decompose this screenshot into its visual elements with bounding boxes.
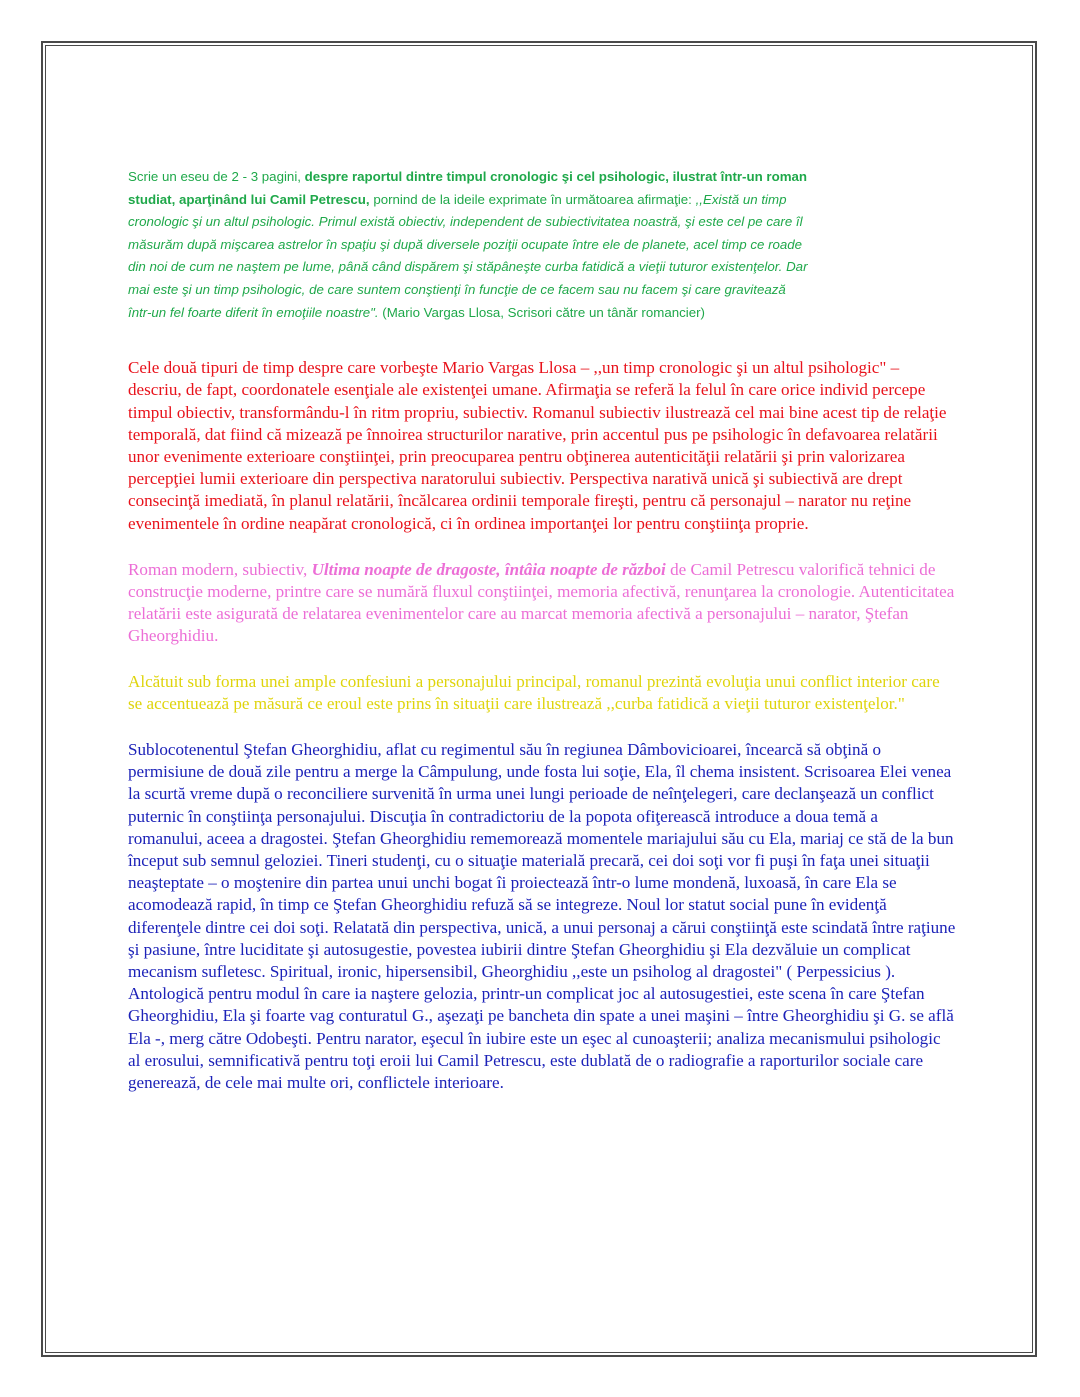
essay-prompt <box>128 166 808 324</box>
prompt-topic: despre raportul dintre timpul cronologic şi cel psihologic, ilustrat într-un roman studiat, aparţinând lui Camil Petrescu, <box>128 169 808 207</box>
prompt-lead: Scrie un eseu de 2 - 3 pagini, <box>128 169 305 184</box>
novel-rest: de Camil Petrescu valorifică tehnici de construcţie moderne, printre care se numără fluxul conştiinţei, memoria afectivă, renunţarea la cronologie. Autenticitatea relatării este asigurată de relatarea evenimentelor care au marcat memoria afectivă a personajului – narator, Ştefan Gheorghidiu. <box>128 559 955 646</box>
paragraph-intro: Cele două tipuri de timp despre care vorbeşte Mario Vargas Llosa – ,,un timp cronologic şi un altul psihologic" – descriu, de fapt, coordonatele esenţiale ale existenţei umane. Afirmaţia se referă la felul în care orice individ percepe timpul obiectiv, transformându-l în ritm propriu, subiectiv. Romanul subiectiv ilustrează cel mai bine acest tip de relaţie temporală, dat fiind că mizează pe înnoirea structurilor narative, prin accentul pus pe psihologic în defavoarea relatării unor evenimente exterioare conştiinţei, prin preocuparea pentru obţinerea autenticităţii relatării şi prin valorizarea percepţiei lumii exterioare din perspectiva naratorului subiectiv. Perspectiva narativă unică şi subiectivă are drept consecinţă imediată, în planul relatării, încălcarea ordinii temporale fireşti, pentru că personajul – narator nu reţine evenimentele în ordine neapărat cronologică, ci în ordinea importanţei lor pentru conştiinţa proprie. <box>128 358 947 533</box>
novel-lead: Roman modern, subiectiv, <box>128 559 312 579</box>
prompt-source: (Mario Vargas Llosa, Scrisori către un tânăr romancier) <box>378 304 705 320</box>
paragraph-story: Sublocotenentul Ştefan Gheorghidiu, aflat cu regimentul său în regiunea Dâmbovicioarei, încearcă să obţină o permisiune de două zile pentru a merge la Câmpulung, unde fosta lui soţie, Ela, îl chema insistent. Scrisoarea Elei venea la scurtă vreme după o reconciliere survenită în urma unei lungi perioade de neînţelegeri, care declanşează un conflict puternic în conştiinţa personajului. Discuţia în contradictoriu de la popota ofiţerească introduce a doua temă a romanului, aceea a dragostei. Ştefan Gheorghidiu rememorează momentele mariajului său cu Ela, mariaj ce stă de la bun început sub semnul geloziei. Tineri studenţi, cu o situaţie materială precară, cei doi soţi vor fi puşi în faţa unei situaţii neaşteptate – o moştenire din partea unui unchi bogat îi proiectează într-o lume mondenă, luxoasă, în care Ela se acomodează rapid, în timp ce Ştefan Gheorghidiu refuză să se integreze. Noul lor statut social pune în evidenţă diferenţele dintre cei doi soţi. Relatată din perspectiva, unică, a unui personaj a cărui conştiinţă este scindată între raţiune şi pasiune, între luciditate şi autosugestie, povestea iubirii dintre Ştefan Gheorghidiu şi Ela dezvăluie un complicat mecanism sufletesc. Spiritual, ironic, hipersensibil, Gheorghidiu ,,este un psiholog al dragostei" ( Perpessicius ). Antologică pentru modul în care ia naştere gelozia, printr-un complicat joc al autosugestiei, este scena în care Ştefan Gheorghidiu, Ela şi foarte vag conturatul G., aşezaţi pe bancheta din spate a unei maşini – între Gheorghidiu şi G. se află Ela -, merg către Odobeşti. Pentru narator, eşecul în iubire este un eşec al cunoaşterii; analiza mecanismului psihologic al erosului, semnificativă pentru toţi eroii lui Camil Petrescu, este dublată de o radiografie a raporturilor sociale care generează, de cele mai multe ori, conflictele interioare. <box>128 740 956 1093</box>
paragraph-confession: Alcătuit sub forma unei ample confesiuni a personajului principal, romanul prezintă evoluţia unui conflict interior care se accentuează pe măsură ce eroul este prins în situaţii care ilustrează ,,curba fatidică a vieţii tuturor existenţelor." <box>128 671 940 713</box>
novel-title: Ultima noapte de dragoste, întâia noapte de război <box>311 559 666 579</box>
document-body <box>128 166 956 1094</box>
paragraph-novel <box>128 559 956 648</box>
prompt-mid: pornind de la ideile exprimate în următoarea afirmaţie: <box>369 191 696 207</box>
prompt-quote: ,,Există un timp cronologic şi un altul psihologic. Primul există obiectiv, independent de subiectivitatea noastră, şi este cel pe care îl măsurăm după mişcarea astrelor în spaţiu şi după diversele poziţii ocupate între ele de planete, acel timp ce roade din noi de cum ne naştem pe lume, până când dispărem şi stăpâneşte curba fatidică a vieţii tuturor existenţelor. Dar mai este şi un timp psihologic, de care suntem conştienţi în funcţie de ce facem sau nu facem şi care gravitează într-un fel foarte diferit în emoţiile noastre". <box>128 191 808 320</box>
